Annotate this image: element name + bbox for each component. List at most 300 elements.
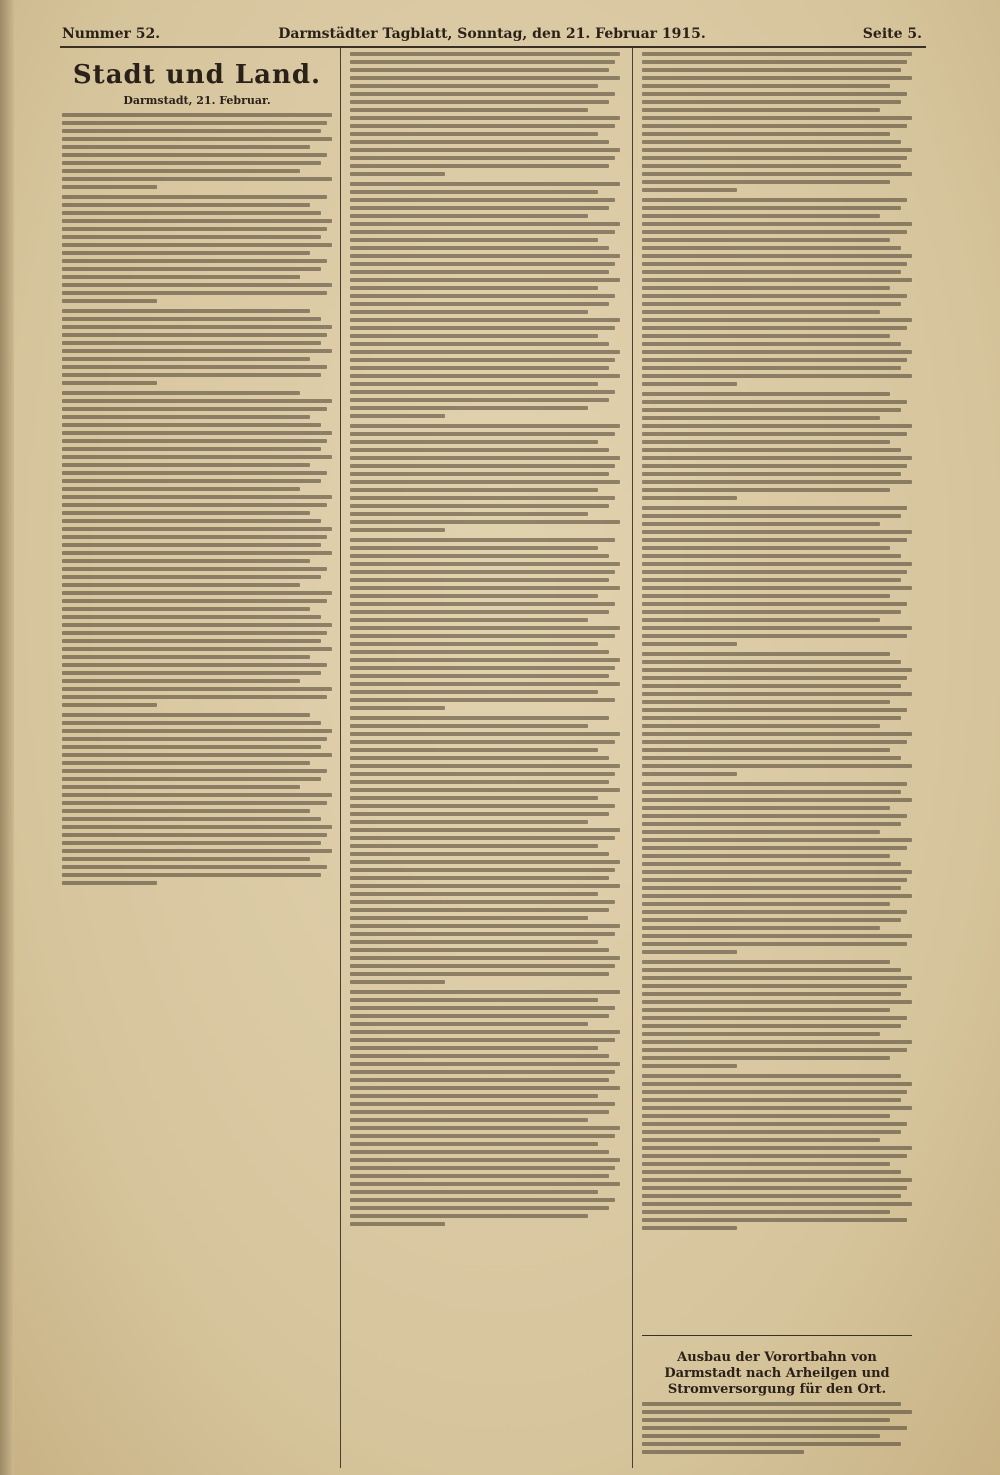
text-line bbox=[350, 876, 609, 880]
text-line bbox=[350, 504, 609, 508]
paragraph bbox=[62, 195, 332, 303]
text-line bbox=[642, 968, 901, 972]
text-line bbox=[62, 671, 321, 675]
text-line bbox=[642, 68, 901, 72]
text-line bbox=[62, 503, 327, 507]
text-line bbox=[350, 1054, 609, 1058]
text-line bbox=[350, 512, 588, 516]
text-line bbox=[62, 317, 321, 321]
text-line bbox=[642, 464, 907, 468]
text-line bbox=[642, 100, 901, 104]
text-line bbox=[350, 586, 620, 590]
text-line bbox=[350, 222, 620, 226]
text-line bbox=[642, 652, 890, 656]
text-line bbox=[642, 254, 912, 258]
text-line bbox=[642, 148, 912, 152]
text-line bbox=[62, 841, 321, 845]
text-line bbox=[62, 185, 157, 189]
text-line bbox=[642, 1418, 890, 1422]
text-line bbox=[642, 1450, 804, 1454]
text-line bbox=[62, 761, 310, 765]
text-line bbox=[642, 506, 907, 510]
text-line bbox=[350, 618, 588, 622]
text-line bbox=[350, 1102, 615, 1106]
text-line bbox=[62, 519, 321, 523]
text-line bbox=[62, 365, 327, 369]
text-line bbox=[642, 1170, 901, 1174]
paragraph bbox=[350, 424, 620, 532]
text-line bbox=[350, 190, 598, 194]
paragraph bbox=[642, 960, 912, 1068]
text-line bbox=[350, 472, 609, 476]
text-line bbox=[350, 780, 609, 784]
text-line bbox=[642, 1402, 901, 1406]
text-line bbox=[62, 227, 327, 231]
text-line bbox=[350, 1198, 615, 1202]
text-line bbox=[350, 716, 609, 720]
text-line bbox=[350, 756, 609, 760]
text-line bbox=[642, 1146, 912, 1150]
text-line bbox=[62, 647, 332, 651]
text-line bbox=[642, 246, 901, 250]
text-line bbox=[642, 984, 907, 988]
text-line bbox=[350, 1046, 598, 1050]
text-line bbox=[642, 1098, 901, 1102]
column-2 bbox=[350, 52, 620, 1232]
text-line bbox=[350, 488, 598, 492]
text-line bbox=[642, 918, 901, 922]
text-line bbox=[62, 357, 310, 361]
text-line bbox=[350, 432, 615, 436]
text-line bbox=[62, 721, 321, 725]
text-line bbox=[350, 1150, 609, 1154]
text-line bbox=[642, 1202, 912, 1206]
text-line bbox=[642, 448, 901, 452]
column-3-bottom bbox=[642, 1342, 912, 1458]
paragraph bbox=[642, 652, 912, 776]
text-line bbox=[642, 950, 737, 954]
text-line bbox=[62, 745, 321, 749]
text-line bbox=[350, 884, 620, 888]
text-line bbox=[350, 554, 609, 558]
text-line bbox=[350, 1158, 620, 1162]
text-line bbox=[642, 886, 901, 890]
text-line bbox=[642, 1210, 890, 1214]
text-line bbox=[642, 164, 901, 168]
text-line bbox=[350, 358, 615, 362]
text-line bbox=[642, 1186, 907, 1190]
text-line bbox=[642, 198, 907, 202]
paragraph bbox=[62, 391, 332, 707]
text-line bbox=[642, 1434, 880, 1438]
text-line bbox=[350, 1214, 588, 1218]
text-line bbox=[350, 892, 598, 896]
text-line bbox=[642, 602, 907, 606]
text-line bbox=[350, 84, 598, 88]
text-line bbox=[62, 495, 332, 499]
text-line bbox=[642, 814, 907, 818]
text-line bbox=[350, 908, 609, 912]
text-line bbox=[62, 455, 332, 459]
text-line bbox=[642, 748, 890, 752]
text-line bbox=[350, 570, 615, 574]
text-line bbox=[642, 1194, 901, 1198]
text-line bbox=[62, 729, 332, 733]
text-line bbox=[62, 479, 321, 483]
paragraph bbox=[350, 716, 620, 984]
text-line bbox=[642, 124, 907, 128]
text-line bbox=[350, 286, 598, 290]
issue-number: Nummer 52. bbox=[62, 26, 161, 42]
text-line bbox=[642, 480, 912, 484]
text-line bbox=[62, 615, 321, 619]
text-line bbox=[642, 400, 907, 404]
text-line bbox=[642, 440, 890, 444]
text-line bbox=[62, 113, 332, 117]
text-line bbox=[350, 900, 615, 904]
text-line bbox=[350, 156, 615, 160]
text-line bbox=[350, 812, 609, 816]
text-line bbox=[350, 182, 620, 186]
text-line bbox=[62, 567, 327, 571]
header-rule bbox=[60, 46, 926, 48]
text-line bbox=[350, 60, 615, 64]
text-line bbox=[350, 1030, 620, 1034]
text-line bbox=[642, 1048, 907, 1052]
text-line bbox=[350, 1110, 609, 1114]
text-line bbox=[642, 514, 901, 518]
text-line bbox=[642, 1138, 880, 1142]
text-line bbox=[350, 706, 445, 710]
text-line bbox=[350, 238, 598, 242]
text-line bbox=[62, 275, 300, 279]
text-line bbox=[62, 399, 332, 403]
text-line bbox=[62, 439, 327, 443]
text-line bbox=[350, 172, 445, 176]
text-line bbox=[350, 1062, 620, 1066]
text-line bbox=[642, 562, 912, 566]
text-line bbox=[642, 408, 901, 412]
text-line bbox=[62, 881, 157, 885]
text-line bbox=[642, 676, 907, 680]
text-line bbox=[62, 169, 300, 173]
text-line bbox=[642, 700, 890, 704]
text-line bbox=[642, 724, 880, 728]
text-line bbox=[62, 349, 332, 353]
text-line bbox=[350, 1126, 620, 1130]
text-line bbox=[642, 358, 907, 362]
text-line bbox=[350, 666, 615, 670]
text-line bbox=[62, 703, 157, 707]
text-line bbox=[642, 740, 907, 744]
text-line bbox=[62, 695, 327, 699]
text-line bbox=[350, 972, 609, 976]
text-line bbox=[62, 177, 332, 181]
text-line bbox=[642, 708, 907, 712]
text-line bbox=[62, 687, 332, 691]
text-line bbox=[350, 1070, 615, 1074]
text-line bbox=[350, 414, 445, 418]
text-line bbox=[642, 782, 907, 786]
text-line bbox=[62, 211, 321, 215]
text-line bbox=[642, 1008, 890, 1012]
text-line bbox=[62, 219, 332, 223]
text-line bbox=[350, 1190, 598, 1194]
text-line bbox=[62, 309, 310, 313]
text-line bbox=[642, 392, 890, 396]
text-line bbox=[350, 342, 609, 346]
text-line bbox=[642, 1426, 907, 1430]
text-line bbox=[642, 334, 890, 338]
text-line bbox=[62, 415, 310, 419]
text-line bbox=[642, 878, 907, 882]
text-line bbox=[350, 464, 615, 468]
text-line bbox=[350, 1022, 588, 1026]
text-line bbox=[642, 830, 880, 834]
text-line bbox=[642, 1074, 901, 1078]
text-line bbox=[350, 1078, 609, 1082]
text-line bbox=[642, 1082, 912, 1086]
text-line bbox=[350, 326, 615, 330]
text-line bbox=[642, 578, 901, 582]
text-line bbox=[642, 554, 901, 558]
text-line bbox=[62, 471, 327, 475]
text-line bbox=[642, 772, 737, 776]
page-header bbox=[62, 22, 922, 46]
text-line bbox=[642, 1056, 890, 1060]
text-line bbox=[642, 424, 912, 428]
text-line bbox=[642, 326, 907, 330]
text-line bbox=[642, 278, 912, 282]
text-line bbox=[642, 894, 912, 898]
text-line bbox=[350, 1182, 620, 1186]
text-line bbox=[62, 663, 327, 667]
page-spine bbox=[0, 0, 14, 1475]
text-line bbox=[350, 578, 609, 582]
text-line bbox=[642, 84, 890, 88]
text-line bbox=[642, 318, 912, 322]
text-line bbox=[62, 591, 332, 595]
text-line bbox=[350, 100, 609, 104]
column-separator bbox=[340, 48, 341, 1468]
text-line bbox=[642, 1218, 907, 1222]
text-line bbox=[350, 634, 615, 638]
text-line bbox=[350, 998, 598, 1002]
text-line bbox=[642, 456, 912, 460]
text-line bbox=[62, 259, 327, 263]
text-line bbox=[350, 350, 620, 354]
text-line bbox=[642, 854, 890, 858]
text-line bbox=[350, 254, 620, 258]
section-title: Stadt und Land. bbox=[72, 60, 322, 90]
text-line bbox=[62, 623, 332, 627]
paragraph bbox=[350, 990, 620, 1226]
text-line bbox=[350, 124, 615, 128]
text-line bbox=[642, 668, 912, 672]
text-line bbox=[62, 487, 300, 491]
text-line bbox=[62, 679, 300, 683]
text-line bbox=[642, 262, 907, 266]
text-line bbox=[350, 642, 598, 646]
text-line bbox=[350, 382, 598, 386]
text-line bbox=[642, 342, 901, 346]
text-line bbox=[350, 804, 615, 808]
text-line bbox=[350, 92, 615, 96]
text-line bbox=[350, 956, 620, 960]
paragraph bbox=[62, 713, 332, 885]
text-line bbox=[62, 391, 300, 395]
text-line bbox=[350, 448, 609, 452]
column-2-body bbox=[350, 52, 620, 1226]
text-line bbox=[62, 283, 332, 287]
text-line bbox=[642, 116, 912, 120]
text-line bbox=[62, 769, 327, 773]
text-line bbox=[350, 1174, 609, 1178]
text-line bbox=[350, 214, 588, 218]
page-number: Seite 5. bbox=[862, 26, 922, 42]
text-line bbox=[350, 626, 620, 630]
text-line bbox=[62, 551, 332, 555]
text-line bbox=[62, 267, 321, 271]
text-line bbox=[350, 528, 445, 532]
dateline: Darmstadt, 21. Februar. bbox=[123, 94, 271, 107]
text-line bbox=[350, 610, 609, 614]
text-line bbox=[350, 76, 620, 80]
text-line bbox=[350, 538, 615, 542]
text-line bbox=[642, 60, 907, 64]
text-line bbox=[62, 833, 327, 837]
text-line bbox=[642, 1162, 890, 1166]
text-line bbox=[350, 424, 620, 428]
text-line bbox=[642, 1016, 907, 1020]
text-line bbox=[350, 674, 609, 678]
paragraph bbox=[62, 113, 332, 189]
text-line bbox=[350, 302, 609, 306]
text-line bbox=[350, 140, 609, 144]
text-line bbox=[350, 480, 620, 484]
text-line bbox=[62, 137, 332, 141]
text-line bbox=[62, 599, 327, 603]
text-line bbox=[642, 546, 890, 550]
text-line bbox=[350, 206, 609, 210]
text-line bbox=[350, 1006, 615, 1010]
text-line bbox=[642, 902, 890, 906]
text-line bbox=[642, 416, 880, 420]
text-line bbox=[62, 423, 321, 427]
text-line bbox=[350, 374, 620, 378]
text-line bbox=[642, 92, 907, 96]
text-line bbox=[62, 121, 327, 125]
text-line bbox=[62, 631, 327, 635]
text-line bbox=[642, 934, 912, 938]
text-line bbox=[642, 992, 901, 996]
text-line bbox=[350, 1118, 588, 1122]
text-line bbox=[642, 838, 912, 842]
text-line bbox=[642, 180, 890, 184]
text-line bbox=[642, 108, 880, 112]
text-line bbox=[350, 116, 620, 120]
text-line bbox=[642, 530, 912, 534]
text-line bbox=[642, 496, 737, 500]
text-line bbox=[350, 1166, 615, 1170]
text-line bbox=[62, 203, 310, 207]
text-line bbox=[642, 570, 907, 574]
text-line bbox=[350, 748, 598, 752]
paragraph bbox=[642, 506, 912, 646]
text-line bbox=[642, 1130, 901, 1134]
text-line bbox=[62, 865, 327, 869]
text-line bbox=[642, 626, 912, 630]
text-line bbox=[350, 868, 615, 872]
text-line bbox=[350, 990, 620, 994]
text-line bbox=[642, 310, 880, 314]
text-line bbox=[62, 407, 327, 411]
text-line bbox=[62, 655, 310, 659]
text-line bbox=[642, 942, 907, 946]
text-line bbox=[350, 788, 620, 792]
text-line bbox=[62, 243, 332, 247]
text-line bbox=[642, 522, 880, 526]
text-line bbox=[642, 862, 901, 866]
text-line bbox=[350, 772, 615, 776]
text-line bbox=[642, 822, 901, 826]
text-line bbox=[642, 1442, 901, 1446]
text-line bbox=[350, 594, 598, 598]
text-line bbox=[350, 948, 609, 952]
text-line bbox=[62, 737, 327, 741]
text-line bbox=[62, 431, 332, 435]
text-line bbox=[642, 642, 737, 646]
column-separator bbox=[632, 48, 633, 1468]
paragraph bbox=[350, 52, 620, 176]
text-line bbox=[642, 472, 901, 476]
paragraph bbox=[642, 1074, 912, 1230]
text-line bbox=[642, 910, 907, 914]
text-line bbox=[350, 294, 615, 298]
text-line bbox=[642, 76, 912, 80]
masthead: Darmstädter Tagblatt, Sonntag, den 21. Februar 1915. bbox=[278, 26, 706, 42]
text-line bbox=[642, 230, 907, 234]
text-line bbox=[642, 1000, 912, 1004]
text-line bbox=[642, 660, 901, 664]
text-line bbox=[350, 1038, 615, 1042]
text-line bbox=[62, 857, 310, 861]
text-line bbox=[62, 341, 321, 345]
text-line bbox=[62, 251, 310, 255]
text-line bbox=[642, 960, 890, 964]
text-line bbox=[642, 1226, 737, 1230]
text-line bbox=[350, 198, 615, 202]
text-line bbox=[62, 333, 327, 337]
text-line bbox=[642, 1106, 912, 1110]
text-line bbox=[642, 618, 880, 622]
text-line bbox=[62, 809, 310, 813]
text-line bbox=[350, 820, 588, 824]
text-line bbox=[350, 860, 620, 864]
text-line bbox=[642, 382, 737, 386]
text-line bbox=[350, 230, 615, 234]
text-line bbox=[62, 447, 321, 451]
text-line bbox=[642, 366, 901, 370]
column-1 bbox=[62, 52, 332, 891]
text-line bbox=[350, 334, 598, 338]
text-line bbox=[350, 148, 620, 152]
text-line bbox=[642, 716, 901, 720]
text-line bbox=[350, 1134, 615, 1138]
text-line bbox=[642, 790, 901, 794]
text-line bbox=[350, 980, 445, 984]
text-line bbox=[350, 1094, 598, 1098]
